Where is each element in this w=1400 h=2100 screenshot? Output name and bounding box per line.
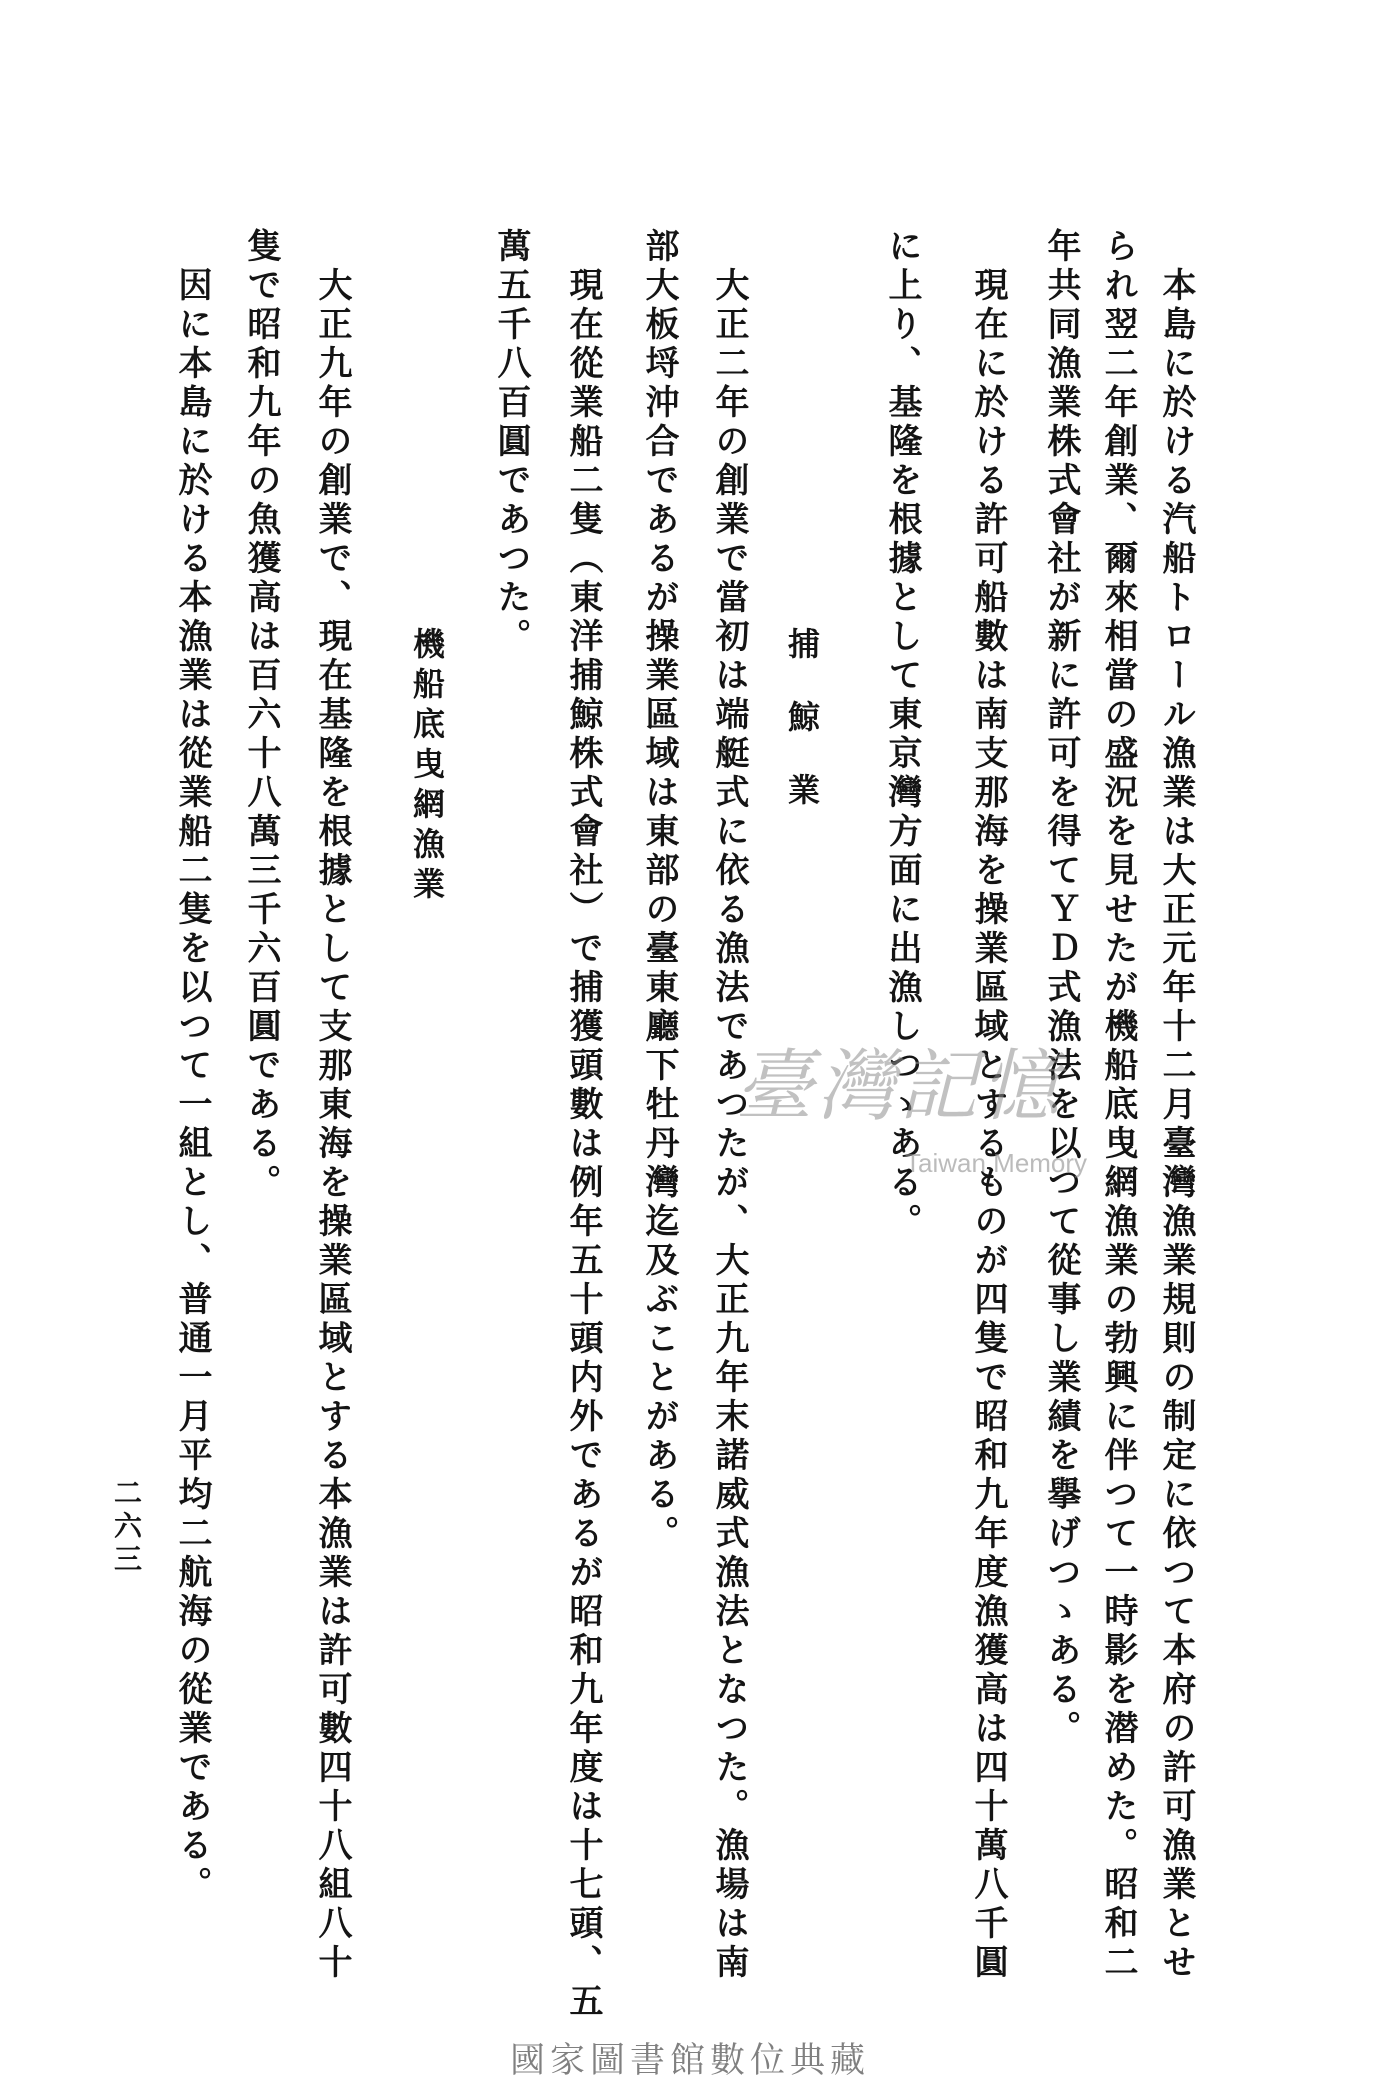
footer-credit: 國家圖書館數位典藏 (510, 2041, 871, 2081)
text-column: 大正九年の創業で、現在基隆を根據として支那東海を操業區域とする本漁業は許可數四十八組八十 (312, 267, 352, 1983)
text-column: 現在從業船二隻（東洋捕鯨株式會社）で捕獲頭數は例年五十頭内外であるが昭和九年度は十七頭、五 (563, 267, 603, 2022)
watermark-subtext: Taiwan Memory (905, 1148, 1088, 1178)
text-column: 部大板埒沖合であるが操業區域は東部の臺東廳下牡丹灣迄及ぶことがある。 (639, 228, 679, 1554)
text-column: 年共同漁業株式會社が新に許可を得てＹＤ式漁法を以つて從事し業績を擧げつゝある。 (1041, 228, 1081, 1749)
text-column: 萬五千八百圓であつた。 (491, 228, 531, 657)
page-number: 二六三 (110, 1478, 143, 1577)
section-heading: 機船底曳網漁業 (408, 627, 446, 907)
section-heading: 捕鯨業 (783, 627, 821, 846)
text-column: 隻で昭和九年の魚獲高は百六十八萬三千六百圓である。 (241, 228, 281, 1203)
text-column: 本島に於ける汽船トロール漁業は大正元年十二月臺灣漁業規則の制定に依つて本府の許可漁業とせ (1156, 267, 1196, 1983)
text-column: 大正二年の創業で當初は端艇式に依る漁法であつたが、大正九年末諾威式漁法となつた。漁場は南 (709, 267, 749, 1983)
watermark-logo-text: 臺灣記憶 (735, 1042, 1064, 1132)
text-column: 因に本島に於ける本漁業は從業船二隻を以つて一組とし、普通一月平均二航海の從業である。 (172, 267, 212, 1905)
text-column: 現在に於ける許可船數は南支那海を操業區域とするものが四隻で昭和九年度漁獲高は四十萬八千圓 (968, 267, 1008, 1983)
text-column: に上り、基隆を根據として東京灣方面に出漁しつゝある。 (882, 228, 922, 1242)
text-column: られ翌二年創業、爾來相當の盛況を見せたが機船底曳網漁業の勃興に伴つて一時影を潜めた。昭和二 (1098, 228, 1138, 1983)
